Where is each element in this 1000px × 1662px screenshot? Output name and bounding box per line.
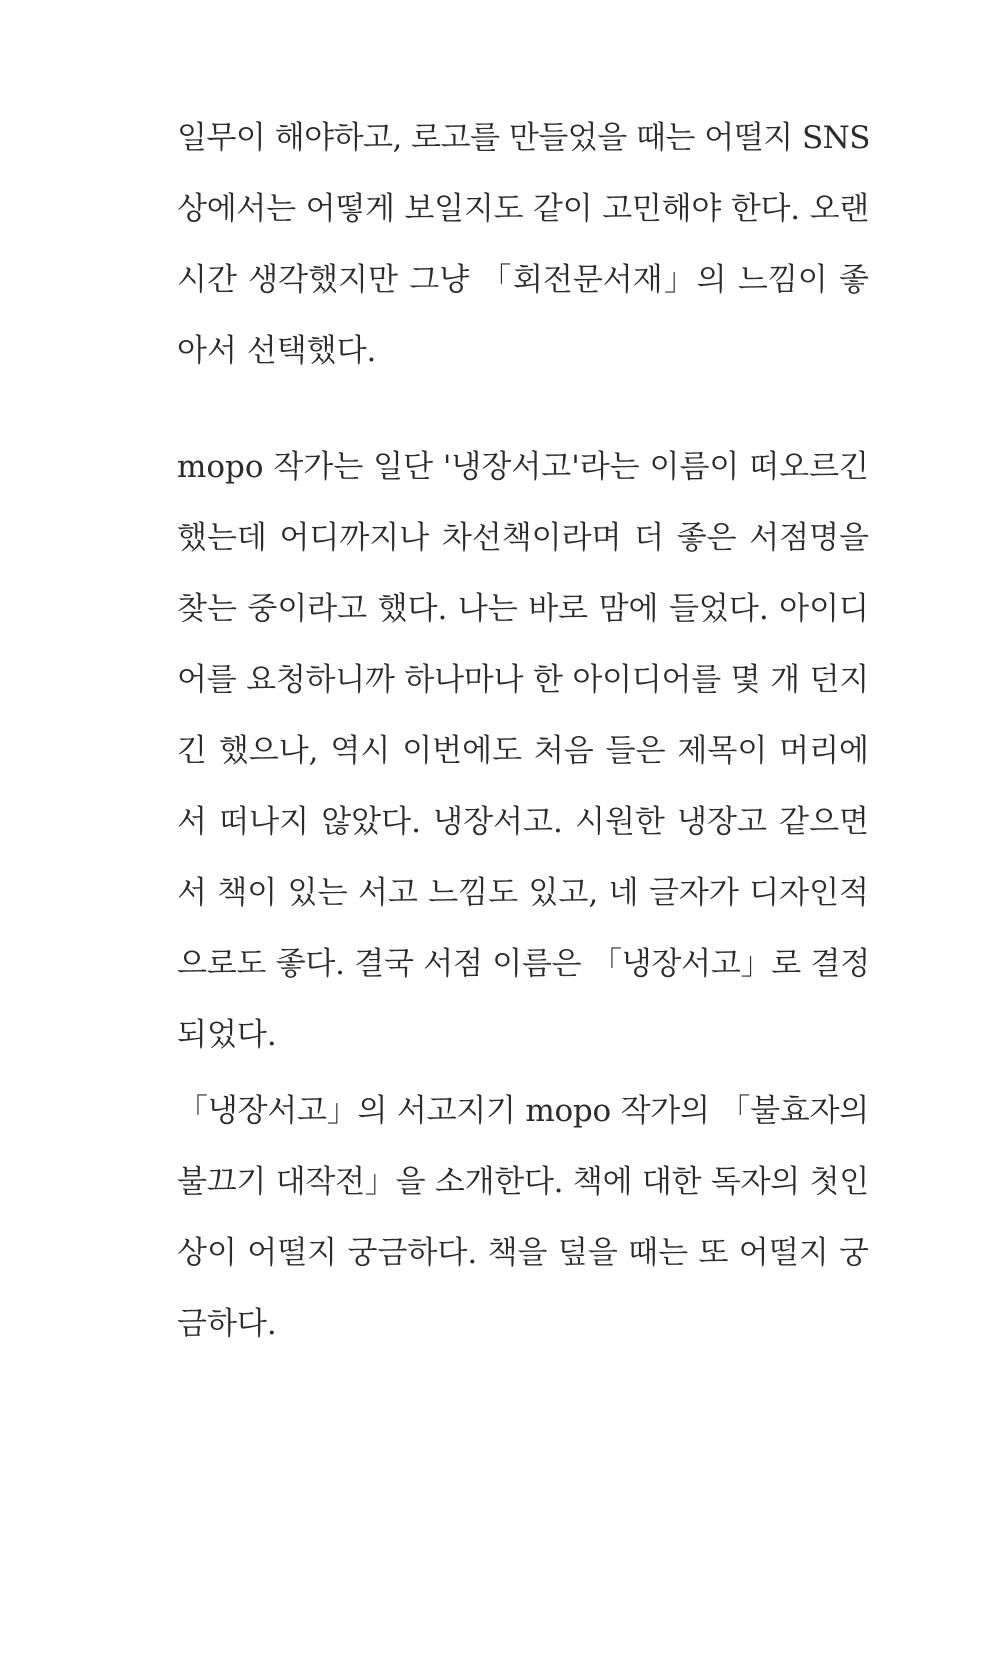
text-line: 상이 어떨지 궁금하다. 책을 덮을 때는 또 어떨지 궁 (177, 1235, 869, 1271)
text-line: 서 떠나지 않았다. 냉장서고. 시원한 냉장고 같으면 (177, 804, 869, 840)
text-line: 일무이 해야하고, 로고를 만들었을 때는 어떨지 SNS (177, 120, 871, 156)
text-line: 으로도 좋다. 결국 서점 이름은 「냉장서고」로 결정 (177, 946, 870, 982)
text-line: 서 책이 있는 서고 느낌도 있고, 네 글자가 디자인적 (177, 875, 869, 911)
text-line: 찾는 중이라고 했다. 나는 바로 맘에 들었다. 아이디 (177, 591, 869, 627)
text-line: 불끄기 대작전」을 소개한다. 책에 대한 독자의 첫인 (177, 1164, 869, 1200)
text-line: 했는데 어디까지나 차선책이라며 더 좋은 서점명을 (177, 520, 869, 556)
text-line: 어를 요청하니까 하나마나 한 아이디어를 몇 개 던지 (177, 662, 869, 698)
text-line: mopo 작가는 일단 '냉장서고'라는 이름이 떠오르긴 (177, 449, 869, 485)
paragraph-3 (177, 1076, 869, 1360)
text-line: 「냉장서고」의 서고지기 mopo 작가의 「불효자의 (177, 1093, 869, 1129)
text-line: 시간 생각했지만 그냥 「회전문서재」의 느낌이 좋 (177, 262, 869, 298)
paragraph-1 (177, 103, 869, 387)
paragraph-2 (177, 432, 869, 1071)
text-line: 금하다. (177, 1306, 277, 1342)
text-line: 아서 선택했다. (177, 333, 377, 369)
text-line: 되었다. (177, 1017, 277, 1053)
text-line: 긴 했으나, 역시 이번에도 처음 들은 제목이 머리에 (177, 733, 869, 769)
text-line: 상에서는 어떻게 보일지도 같이 고민해야 한다. 오랜 (177, 191, 869, 227)
